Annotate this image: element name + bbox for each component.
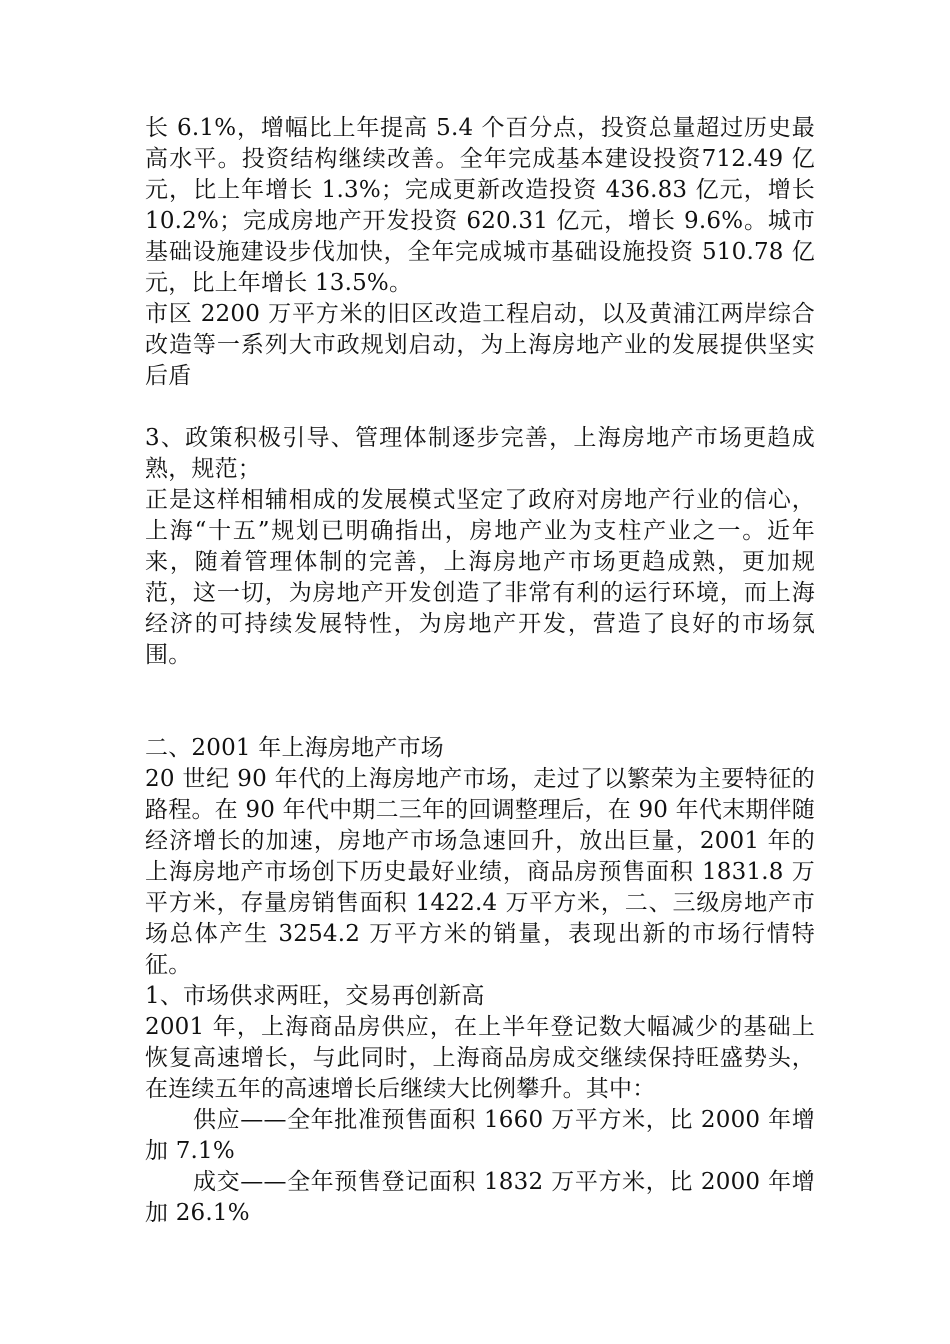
paragraph-investment-growth: 长 6.1%，增幅比上年提高 5.4 个百分点，投资总量超过历史最高水平。投资结构继续改善。全年完成基本建设投资712.49 亿元，比上年增长 1.3%；完成更新改造投资 436.83 亿元，增长 10.2%；完成房地产开发投资 620.31 亿元，增长 9.6%。城市基础设施建设步伐加快，全年完成城市基础设施投资 510.78 亿元，比上年增长 13.5%。 bbox=[145, 115, 815, 296]
paragraph-development-model: 正是这样相辅相成的发展模式坚定了政府对房地产行业的信心，上海“十五”规划已明确指出，房地产业为支柱产业之一。近年来，随着管理体制的完善，上海房地产市场更趋成熟，更加规范，这一切，为房地产开发创造了非常有利的运行环境，而上海经济的可持续发展特性，为房地产开发，营造了良好的市场氛围。 bbox=[145, 487, 815, 668]
paragraph-old-district-renovation: 市区 2200 万平方米的旧区改造工程启动，以及黄浦江两岸综合改造等一系列大市政规划启动，为上海房地产业的发展提供坚实后盾 bbox=[145, 301, 815, 389]
section-spacer bbox=[145, 671, 815, 733]
section-heading-2001-market: 二、2001 年上海房地产市场 bbox=[145, 735, 444, 761]
item-supply: 供应——全年批准预售面积 1660 万平方米，比 2000 年增加 7.1% bbox=[145, 1107, 815, 1164]
document-body bbox=[145, 113, 815, 1229]
heading-policy-guidance: 3、政策积极引导、管理体制逐步完善，上海房地产市场更趋成熟，规范； bbox=[145, 425, 815, 482]
item-transaction: 成交——全年预售登记面积 1832 万平方米，比 2000 年增加 26.1% bbox=[145, 1169, 815, 1226]
paragraph-2001-supply: 2001 年，上海商品房供应，在上半年登记数大幅减少的基础上恢复高速增长，与此同时，上海商品房成交继续保持旺盛势头，在连续五年的高速增长后继续大比例攀升。其中： bbox=[145, 1014, 815, 1102]
subheading-supply-demand: 1、市场供求两旺，交易再创新高 bbox=[145, 983, 485, 1009]
paragraph-1990s-market: 20 世纪 90 年代的上海房地产市场，走过了以繁荣为主要特征的路程。在 90 年代中期二三年的回调整理后，在 90 年代末期伴随经济增长的加速，房地产市场急速回升，放出巨量，2001 年的上海房地产市场创下历史最好业绩，商品房预售面积 1831.8 万平方米，存量房销售面积 1422.4 万平方米，二、三级房地产市场总体产生 3254.2 万平方米的销量，表现出新的市场行情特征。 bbox=[145, 766, 815, 978]
paragraph-spacer bbox=[145, 392, 815, 423]
